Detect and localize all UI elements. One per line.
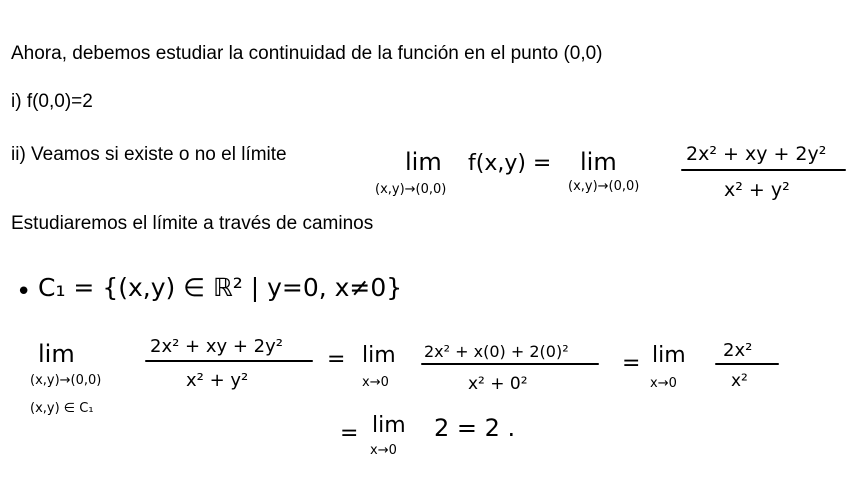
function-expr: f(x,y) = [468,151,552,176]
step-i-text: i) f(0,0)=2 [11,91,93,112]
path-definition [16,273,402,307]
lim-word-5: lim [652,343,686,368]
limit-definition [375,143,845,201]
evaluation [30,336,778,416]
final-result [340,413,515,458]
lim-subscript-3: (x,y)→(0,0) [30,373,102,388]
bullet: • [16,277,32,307]
denominator-3: x² + 0² [468,374,528,394]
denominator: x² + y² [724,179,790,201]
paths-text: Estudiaremos el límite a través de caminos [11,213,374,234]
intro-text: Ahora, debemos estudiar la continuidad de la función en el punto (0,0) [11,43,603,64]
equals-3: = [340,421,359,446]
lim-condition: (x,y) ∈ C₁ [30,401,94,416]
lim-subscript-5: x→0 [650,376,677,391]
path-set: C₁ = {(x,y) ∈ ℝ² | y=0, x≠0} [38,273,403,302]
lim-subscript-2: (x,y)→(0,0) [568,179,640,194]
lim-word-4: lim [362,343,396,368]
lim-subscript: (x,y)→(0,0) [375,182,447,197]
final-expression: 2 = 2 . [434,414,516,442]
numerator-4: 2x² [723,340,753,361]
denominator-4: x² [731,371,748,391]
lim-word-6: lim [372,413,406,438]
lim-word-2: lim [580,148,617,176]
numerator-3: 2x² + x(0) + 2(0)² [424,342,569,361]
equals-1: = [327,347,346,372]
equals-2: = [622,351,641,376]
denominator-2: x² + y² [186,370,249,391]
lim-word: lim [405,148,442,176]
step-ii-text: ii) Veamos si existe o no el límite [11,144,287,165]
lim-word-3: lim [38,340,75,368]
numerator: 2x² + xy + 2y² [686,143,827,165]
numerator-2: 2x² + xy + 2y² [150,336,283,357]
lim-subscript-4: x→0 [362,375,389,390]
lim-subscript-6: x→0 [370,443,397,458]
